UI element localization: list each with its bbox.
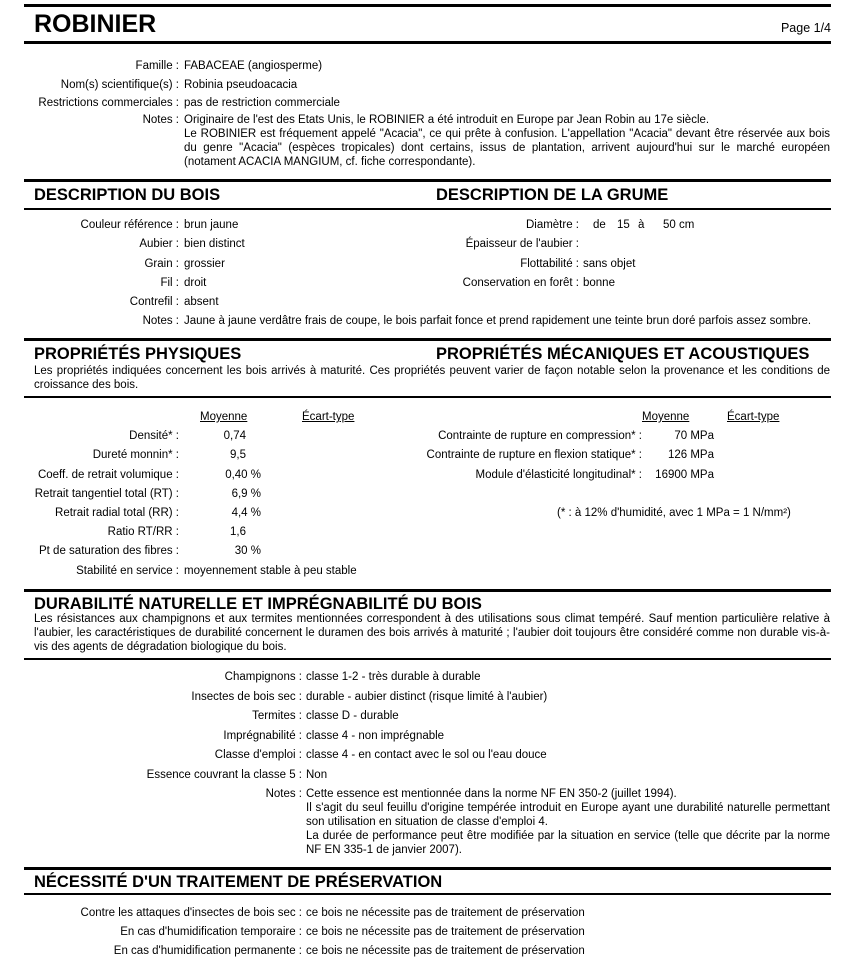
aubier-value: bien distinct [184, 238, 245, 250]
page-number: Page 1/4 [780, 21, 831, 35]
restrictions-value: pas de restriction commerciale [184, 97, 340, 109]
traitement-label: Contre les attaques d'insectes de bois sec : [80, 907, 302, 919]
contrefil-label: Contrefil : [129, 296, 179, 308]
durabilite-intro: Les résistances aux champignons et aux termites mentionnées correspondent à des utilisations sous climat tempéré. Sauf mention particulière relative à l'aubier, les caractéristiques de durabilité concernent le duramen des bois arrivés à maturité ; l'aubier doit toujours être considéré comme non durable vis-à-vis des agents de dégradation biologique du bois. [34, 613, 830, 653]
phys-label: Coeff. de retrait volumique : [37, 469, 179, 481]
grain-label: Grain : [144, 258, 179, 270]
phys-label: Retrait radial total (RR) : [55, 507, 179, 519]
nom-value: Robinia pseudoacacia [184, 79, 298, 91]
traitement-value: ce bois ne nécessite pas de traitement de préservation [306, 945, 585, 957]
notes-label: Notes : [142, 114, 179, 126]
stabilite-value: moyennement stable à peu stable [184, 565, 357, 577]
diametre-a: à [638, 219, 645, 231]
restrictions-label: Restrictions commerciales : [38, 97, 179, 109]
meca-value: 70 MPa [674, 430, 714, 442]
meca-label: Module d'élasticité longitudinal* : [475, 469, 642, 481]
traitement-label: En cas d'humidification temporaire : [120, 926, 302, 938]
phys-value: 30 % [234, 545, 261, 557]
section-rule [24, 338, 831, 341]
phys-value: 9,5 [230, 449, 246, 461]
section-title-description-grume: DESCRIPTION DE LA GRUME [436, 186, 669, 204]
contrefil-value: absent [184, 296, 219, 308]
section-title-durabilite: DURABILITÉ NATURELLE ET IMPRÉGNABILITÉ DU BOIS [34, 595, 482, 613]
durab-label: Termites : [252, 710, 302, 722]
top-rule [24, 4, 831, 7]
meca-label: Contrainte de rupture en flexion statique* : [426, 449, 642, 461]
meca-footnote: (* : à 12% d'humidité, avec 1 MPa = 1 N/mm²) [557, 507, 791, 519]
meca-label: Contrainte de rupture en compression* : [438, 430, 642, 442]
couleur-value: brun jaune [184, 219, 239, 231]
stabilite-label: Stabilité en service : [76, 565, 179, 577]
durab-value: classe 1-2 - très durable à durable [306, 671, 481, 683]
phys-value: 6,9 % [231, 488, 261, 500]
section-rule [24, 893, 831, 895]
phys-label: Ratio RT/RR : [107, 526, 179, 538]
phys-value: 0,74 [223, 430, 246, 442]
section-rule [24, 179, 831, 182]
durab-label: Insectes de bois sec : [191, 691, 302, 703]
diametre-label: Diamètre : [525, 219, 579, 231]
notes-paragraph-2: Le ROBINIER est fréquement appelé "Acacia", ce qui prête à confusion. L'appellation "Acacia" devant être réservée aux bois du genre "Acacia" (espèces tropicales) dont certains, issus de plantation, arrivent aujourd'hui sur le marché européen (notament ACACIA MANGIUM, cf. fiche correspondante). [184, 128, 830, 168]
conservation-value: bonne [583, 277, 615, 289]
diametre-max: 50 [663, 219, 676, 231]
fil-value: droit [184, 277, 207, 289]
phys-label: Pt de saturation des fibres : [39, 545, 179, 557]
proprietes-intro: Les propriétés indiquées concernent les bois arrivés à maturité. Ces propriétés peuvent varier de façon notable selon la provenance et les conditions de croissance des bois. [34, 365, 830, 391]
durab-label: Classe d'emploi : [214, 749, 302, 761]
durab-notes-paragraph-3: La durée de performance peut être modifiée par la situation en service (telle que décrite par la norme NF EN 335-1 de janvier 2007). [306, 830, 830, 856]
title-rule [24, 41, 831, 44]
notes-line-1: Originaire de l'est des Etats Unis, le ROBINIER a été introduit en Europe par Jean Robin au 17e siècle. [184, 114, 710, 126]
traitement-value: ce bois ne nécessite pas de traitement de préservation [306, 907, 585, 919]
meca-ecart-header: Écart-type [727, 411, 780, 423]
section-title-description-bois: DESCRIPTION DU BOIS [34, 186, 221, 204]
conservation-label: Conservation en forêt : [462, 277, 579, 289]
flottabilite-label: Flottabilité : [520, 258, 579, 270]
section-title-proprietes-mecaniques: PROPRIÉTÉS MÉCANIQUES ET ACOUSTIQUES [436, 345, 810, 363]
flottabilite-value: sans objet [583, 258, 636, 270]
section-title-proprietes-physiques: PROPRIÉTÉS PHYSIQUES [34, 345, 242, 363]
durab-notes-line-1: Cette essence est mentionnée dans la norme NF EN 350-2 (juillet 1994). [306, 788, 677, 800]
traitement-label: En cas d'humidification permanente : [113, 945, 302, 957]
diametre-unit: cm [679, 219, 695, 231]
durab-value: classe 4 - en contact avec le sol ou l'eau douce [306, 749, 547, 761]
grain-value: grossier [184, 258, 225, 270]
phys-ecart-header: Écart-type [302, 411, 355, 423]
section-rule [24, 589, 831, 592]
diametre-min: 15 [617, 219, 630, 231]
page-title: ROBINIER [34, 10, 157, 38]
phys-value: 4,4 % [231, 507, 261, 519]
meca-value: 16900 MPa [655, 469, 714, 481]
durab-value: classe 4 - non imprégnable [306, 730, 445, 742]
durab-value: Non [306, 769, 328, 781]
phys-label: Dureté monnin* : [92, 449, 179, 461]
phys-moyenne-header: Moyenne [200, 411, 248, 423]
diametre-de: de [593, 219, 606, 231]
durab-notes-label: Notes : [265, 788, 302, 800]
durab-value: classe D - durable [306, 710, 399, 722]
desc-notes-value: Jaune à jaune verdâtre frais de coupe, le bois parfait fonce et prend rapidement une teinte brun doré parfois assez sombre. [184, 315, 812, 327]
meca-value: 126 MPa [667, 449, 714, 461]
durab-notes-paragraph-2: Il s'agit du seul feuillu d'origine tempérée introduit en Europe ayant une durabilité naturelle permettant son utilisation en situation de classe d'emploi 4. [306, 802, 830, 828]
section-rule [24, 658, 831, 660]
phys-label: Densité* : [129, 430, 179, 442]
meca-moyenne-header: Moyenne [642, 411, 690, 423]
durab-value: durable - aubier distinct (risque limité à l'aubier) [306, 691, 548, 703]
durab-label: Champignons : [224, 671, 302, 683]
section-rule [24, 396, 831, 398]
phys-label: Retrait tangentiel total (RT) : [34, 488, 179, 500]
desc-notes-label: Notes : [142, 315, 179, 327]
durab-label: Essence couvrant la classe 5 : [146, 769, 302, 781]
famille-label: Famille : [135, 60, 179, 72]
nom-label: Nom(s) scientifique(s) : [60, 79, 179, 91]
couleur-label: Couleur référence : [80, 219, 179, 231]
phys-value: 0,40 % [225, 469, 261, 481]
phys-value: 1,6 [230, 526, 246, 538]
famille-value: FABACEAE (angiosperme) [184, 60, 323, 72]
traitement-value: ce bois ne nécessite pas de traitement de préservation [306, 926, 585, 938]
section-rule [24, 208, 831, 210]
section-title-traitement: NÉCESSITÉ D'UN TRAITEMENT DE PRÉSERVATION [34, 873, 443, 891]
durab-label: Imprégnabilité : [223, 730, 302, 742]
aubier-label: Aubier : [139, 238, 179, 250]
fil-label: Fil : [160, 277, 179, 289]
section-rule [24, 867, 831, 870]
epaisseur-aubier-label: Épaisseur de l'aubier : [465, 238, 579, 250]
